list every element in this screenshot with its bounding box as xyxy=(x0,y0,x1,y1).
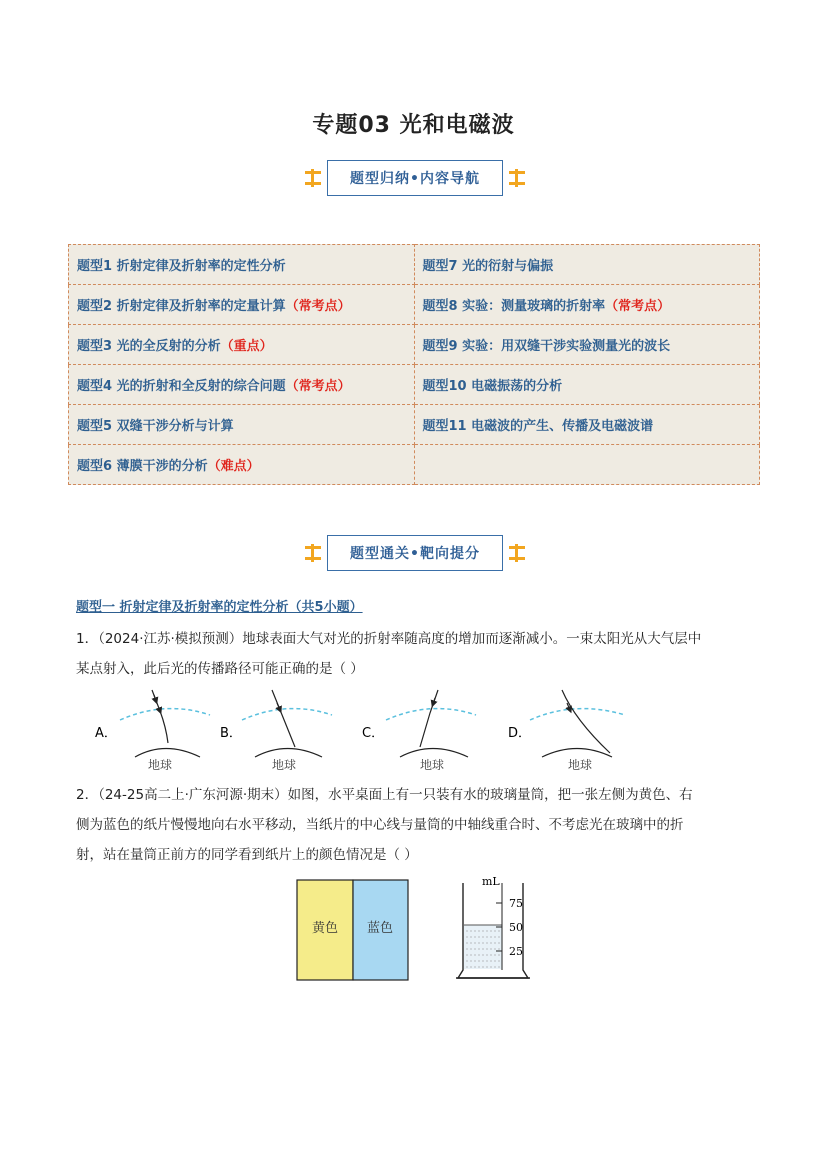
nav-topic-link[interactable] xyxy=(414,405,760,445)
nav-topic-tag: （常考点） xyxy=(605,299,671,314)
nav-topic-label: 题型4 光的折射和全反射的综合问题 xyxy=(77,379,286,394)
question-1-line-2: 某点射入，此后光的传播路径可能正确的是（ ） xyxy=(76,661,364,677)
option-d-label: D． xyxy=(508,726,532,741)
earth-label-c: 地球 xyxy=(420,758,445,772)
nav-topic-tag: （常考点） xyxy=(285,299,351,314)
earth-label-b: 地球 xyxy=(272,758,297,772)
nav-topic-label: 题型1 折射定律及折射率的定性分析 xyxy=(77,259,286,274)
question-2-line-2: 侧为蓝色的纸片慢慢地向右水平移动，当纸片的中心线与量筒的中轴线重合时、不考虑光在玻璃中的折 xyxy=(76,817,684,833)
option-b-label: B． xyxy=(220,726,242,741)
option-a-label: A． xyxy=(95,726,117,741)
nav-topic-link[interactable] xyxy=(414,365,760,405)
nav-topic-tag: （重点） xyxy=(220,339,273,354)
nav-banner-label: 题型归纳•内容导航 xyxy=(327,160,503,196)
nav-topic-label: 题型7 光的衍射与偏振 xyxy=(422,259,554,274)
nav-topic-label: 题型10 电磁振荡的分析 xyxy=(422,379,563,394)
option-a[interactable] xyxy=(95,690,210,772)
nav-topic-label: 题型6 薄膜干涉的分析 xyxy=(77,459,208,474)
earth-label-d: 地球 xyxy=(568,758,593,772)
tick-75: 75 xyxy=(509,897,523,910)
nav-row xyxy=(69,285,760,325)
nav-row xyxy=(69,245,760,285)
nav-topic-link[interactable] xyxy=(69,405,415,445)
card-left-label: 黄色 xyxy=(312,921,339,936)
banner-left-ornament-icon xyxy=(305,171,321,185)
nav-topic-label: 题型9 实验：用双缝干涉实验测量光的波长 xyxy=(422,339,671,354)
nav-topic-link[interactable] xyxy=(69,445,415,485)
question-1-line-1: 1．（2024·江苏·模拟预测）地球表面大气对光的折射率随高度的增加而逐渐减小。一束太阳光从大气层中 xyxy=(76,631,702,647)
nav-topic-label: 题型5 双缝干涉分析与计算 xyxy=(77,419,234,434)
measuring-cylinder xyxy=(456,875,530,978)
card-right-label: 蓝色 xyxy=(367,921,394,936)
section-heading: 题型一 折射定律及折射率的定性分析（共5小题） xyxy=(76,600,363,615)
banner-right-ornament-icon xyxy=(509,171,525,185)
option-c-label: C． xyxy=(362,726,385,741)
question-1 xyxy=(76,624,752,684)
nav-row xyxy=(69,445,760,485)
nav-topic-label: 题型8 实验：测量玻璃的折射率 xyxy=(422,299,606,314)
nav-topic-link[interactable] xyxy=(414,245,760,285)
nav-topic-label: 题型3 光的全反射的分析 xyxy=(77,339,221,354)
nav-banner xyxy=(305,160,525,196)
nav-row xyxy=(69,325,760,365)
nav-topic-label: 题型2 折射定律及折射率的定量计算 xyxy=(77,299,286,314)
cylinder-unit: mL xyxy=(482,875,500,888)
nav-row xyxy=(69,365,760,405)
nav-topic-tag: （难点） xyxy=(207,459,260,474)
practice-banner-label: 题型通关•靶向提分 xyxy=(327,535,503,571)
page-title: 专题03 光和电磁波 xyxy=(312,113,515,138)
option-b[interactable] xyxy=(220,690,332,772)
question-1-options-figure xyxy=(90,685,650,775)
question-2-figure xyxy=(296,875,536,985)
tick-50: 50 xyxy=(509,921,523,934)
earth-label-a: 地球 xyxy=(148,758,173,772)
nav-topic-link[interactable] xyxy=(414,285,760,325)
nav-topic-label: 题型11 电磁波的产生、传播及电磁波谱 xyxy=(422,419,654,434)
question-2-line-1: 2．（24-25高二上·广东河源·期末）如图，水平桌面上有一只装有水的玻璃量筒，把一张左侧为黄色、右 xyxy=(76,787,693,803)
nav-topic-link[interactable] xyxy=(69,365,415,405)
nav-row xyxy=(69,405,760,445)
nav-topic-link[interactable] xyxy=(69,325,415,365)
nav-topic-link[interactable] xyxy=(414,325,760,365)
option-c[interactable] xyxy=(362,690,476,772)
nav-topic-link[interactable] xyxy=(69,285,415,325)
nav-topic-tag: （常考点） xyxy=(285,379,351,394)
question-2-line-3: 射，站在量筒正前方的同学看到纸片上的颜色情况是（ ） xyxy=(76,847,418,863)
question-2 xyxy=(76,780,752,870)
practice-banner xyxy=(305,535,525,571)
banner-right-ornament-icon xyxy=(509,546,525,560)
nav-topic-link[interactable] xyxy=(69,245,415,285)
banner-left-ornament-icon xyxy=(305,546,321,560)
topic-navigation-table xyxy=(68,244,760,485)
option-d[interactable] xyxy=(508,690,625,772)
nav-empty-cell xyxy=(414,445,760,485)
tick-25: 25 xyxy=(509,945,523,958)
